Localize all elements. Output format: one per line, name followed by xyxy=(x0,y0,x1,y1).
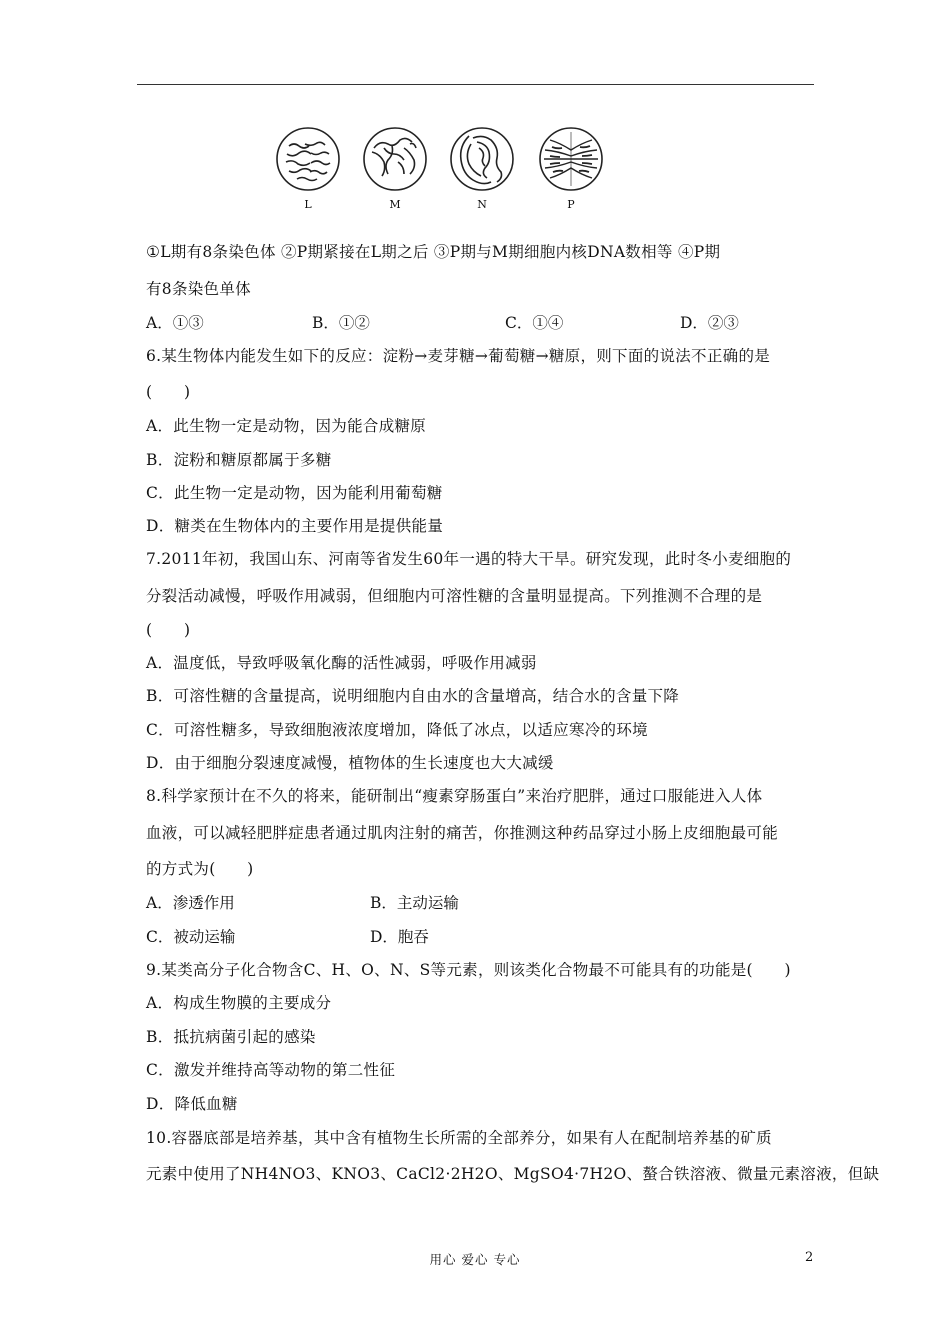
label-m: M xyxy=(389,198,401,211)
q9-option-a: A．构成生物膜的主要成分 xyxy=(146,994,332,1012)
q5-statements-line2: 有8条染色单体 xyxy=(146,280,251,298)
q8-stem-line2: 血液，可以减轻肥胖症患者通过肌肉注射的痛苦，你推测这种药品穿过小肠上皮细胞最可能 xyxy=(146,824,779,842)
q8-option-a: A．渗透作用 xyxy=(146,894,235,912)
q5-statements-line1: ①L期有8条染色体 ②P期紧接在L期之后 ③P期与M期细胞内核DNA数相等 ④P期 xyxy=(146,243,721,261)
q8-option-d: D．胞吞 xyxy=(370,928,429,946)
q7-option-d: D．由于细胞分裂速度减慢，植物体的生长速度也大大减缓 xyxy=(146,754,554,772)
q5-option-d: D．②③ xyxy=(680,314,739,332)
q7-option-c: C．可溶性糖多，导致细胞液浓度增加，降低了冰点，以适应寒冷的环境 xyxy=(146,721,648,739)
header-rule xyxy=(137,84,814,85)
q6-option-d: D．糖类在生物体内的主要作用是提供能量 xyxy=(146,517,444,535)
cell-division-figure xyxy=(270,126,610,216)
q8-option-c: C．被动运输 xyxy=(146,928,236,946)
cell-diagram-n xyxy=(449,126,515,192)
q6-option-a: A．此生物一定是动物，因为能合成糖原 xyxy=(146,417,427,435)
q9-option-d: D．降低血糖 xyxy=(146,1095,238,1113)
q5-option-b: B．①② xyxy=(312,314,370,332)
page-number: 2 xyxy=(805,1250,814,1265)
cell-diagram-p xyxy=(538,126,604,192)
q9-stem: 9.某类高分子化合物含C、H、O、N、S等元素，则该类化合物最不可能具有的功能是( ) xyxy=(146,961,791,979)
label-n: N xyxy=(477,198,487,211)
footer-slogan: 用心 爱心 专心 xyxy=(429,1252,521,1267)
q9-option-c: C．激发并维持高等动物的第二性征 xyxy=(146,1061,396,1079)
cell-diagram-m xyxy=(362,126,428,192)
q6-option-c: C．此生物一定是动物，因为能利用葡萄糖 xyxy=(146,484,443,502)
q8-stem-line1: 8.科学家预计在不久的将来，能研制出“瘦素穿肠蛋白”来治疗肥胖，通过口服能进入人体 xyxy=(146,787,763,805)
q10-stem-line1: 10.容器底部是培养基，其中含有植物生长所需的全部养分，如果有人在配制培养基的矿质 xyxy=(146,1129,772,1147)
q7-option-a: A．温度低，导致呼吸氧化酶的活性减弱，呼吸作用减弱 xyxy=(146,654,537,672)
cell-diagram-l xyxy=(275,126,341,192)
q6-option-b: B．淀粉和糖原都属于多糖 xyxy=(146,451,332,469)
q10-stem-line2: 元素中使用了NH4NO3、KNO3、CaCl2·2H2O、MgSO4·7H2O、螯合铁溶液、微量元素溶液，但缺 xyxy=(146,1165,880,1183)
q7-stem-line3: ( ) xyxy=(146,621,191,639)
q7-option-b: B．可溶性糖的含量提高，说明细胞内自由水的含量增高，结合水的含量下降 xyxy=(146,687,680,705)
q6-stem-line1: 6.某生物体内能发生如下的反应：淀粉→麦芽糖→葡萄糖→糖原，则下面的说法不正确的是 xyxy=(146,347,771,365)
q7-stem-line2: 分裂活动减慢，呼吸作用减弱，但细胞内可溶性糖的含量明显提高。下列推测不合理的是 xyxy=(146,587,763,605)
q5-option-c: C．①④ xyxy=(505,314,564,332)
q5-option-a: A．①③ xyxy=(146,314,204,332)
q9-option-b: B．抵抗病菌引起的感染 xyxy=(146,1028,316,1046)
label-l: L xyxy=(304,198,312,211)
label-p: P xyxy=(567,198,575,211)
q7-stem-line1: 7.2011年初，我国山东、河南等省发生60年一遇的特大干旱。研究发现，此时冬小麦细胞的 xyxy=(146,550,792,568)
q8-option-b: B．主动运输 xyxy=(370,894,459,912)
q8-stem-line3: 的方式为( ) xyxy=(146,860,254,878)
q6-stem-line2: ( ) xyxy=(146,383,191,401)
